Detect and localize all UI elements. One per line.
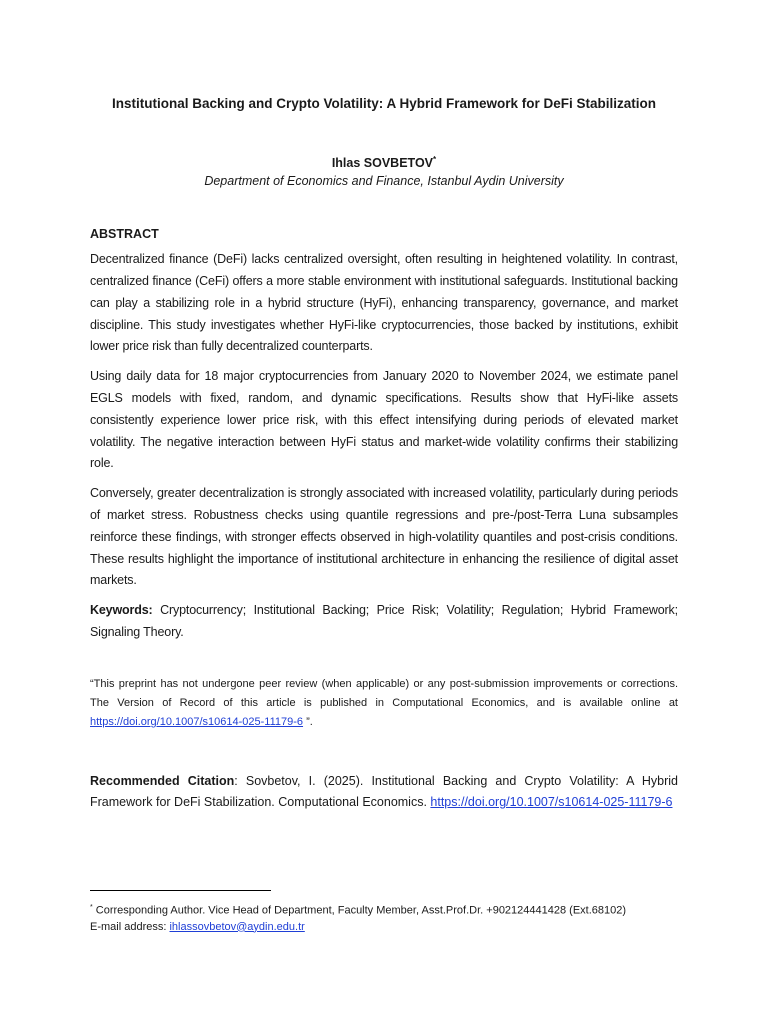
citation-text: : Sovbetov, I. (2025). Institutional Backing and Crypto Volatility: A Hybrid Framework for DeFi Stabilization. Computational Economics. — [90, 773, 678, 810]
author-line — [90, 152, 678, 171]
paper-title: Institutional Backing and Crypto Volatility: A Hybrid Framework for DeFi Stabilization — [111, 96, 657, 111]
recommended-citation — [90, 771, 678, 814]
footnote-line — [90, 900, 690, 919]
citation-label: Recommended Citation — [90, 773, 235, 788]
preprint-note-suffix: ”. — [303, 715, 313, 728]
paper-content — [90, 96, 678, 826]
footnote-divider — [90, 890, 271, 891]
preprint-note — [90, 675, 678, 732]
abstract-heading: ABSTRACT — [90, 227, 159, 242]
abstract-paragraph: Conversely, greater decentralization is strongly associated with increased volatility, particularly during periods of market stress. Robustness checks using quantile regressions and pre-/post-Terra Luna subsamples reinforce these findings, with stronger effects observed in high-volatility quantiles and post-crisis conditions. These results highlight the importance of institutional architecture in enhancing the resilience of digital asset markets. — [90, 486, 678, 588]
footnote-text: Corresponding Author. Vice Head of Department, Faculty Member, Asst.Prof.Dr. +902124441428 (Ext.68102) — [92, 904, 627, 917]
author-affiliation: Department of Economics and Finance, Istanbul Aydin University — [204, 174, 564, 189]
footnote-email-line — [90, 919, 690, 935]
email-link[interactable]: ihlassovbetov@aydin.edu.tr — [169, 920, 305, 933]
citation-doi-link[interactable]: https://doi.org/10.1007/s10614-025-11179-6 — [430, 795, 673, 810]
keywords-text: Cryptocurrency; Institutional Backing; Price Risk; Volatility; Regulation; Hybrid Framework; Signaling Theory. — [90, 603, 678, 639]
abstract-paragraph: Using daily data for 18 major cryptocurrencies from January 2020 to November 2024, we estimate panel EGLS models with fixed, random, and dynamic specifications. Results show that HyFi-like assets consistently experience lower price risk, with this effect intensifying during periods of elevated market volatility. The negative interaction between HyFi status and market-wide volatility confirms their stabilizing role. — [90, 369, 678, 471]
abstract-paragraph: Decentralized finance (DeFi) lacks centralized oversight, often resulting in heightened volatility. In contrast, centralized finance (CeFi) offers a more stable environment with institutional safeguards. Institutional backing can play a stabilizing role in a hybrid structure (HyFi), enhancing transparency, governance, and market discipline. This study investigates whether HyFi-like cryptocurrencies, those backed by institutions, exhibit lower price risk than fully decentralized counterparts. — [90, 252, 678, 354]
footnote — [90, 900, 690, 935]
footnote-marker: * — [90, 904, 93, 911]
email-label: E-mail address: — [90, 920, 170, 933]
keywords — [90, 600, 678, 644]
preprint-note-text: “This preprint has not undergone peer review (when applicable) or any post-submission improvements or corrections. The Version of Record of this article is published in Computational Economics, and is available online at — [90, 677, 678, 709]
author-footnote-marker: * — [433, 155, 437, 164]
author-name: Ihlas SOVBETOV — [331, 156, 434, 171]
preprint-doi-link[interactable]: https://doi.org/10.1007/s10614-025-11179-6 — [90, 715, 304, 728]
keywords-label: Keywords: — [90, 603, 153, 618]
